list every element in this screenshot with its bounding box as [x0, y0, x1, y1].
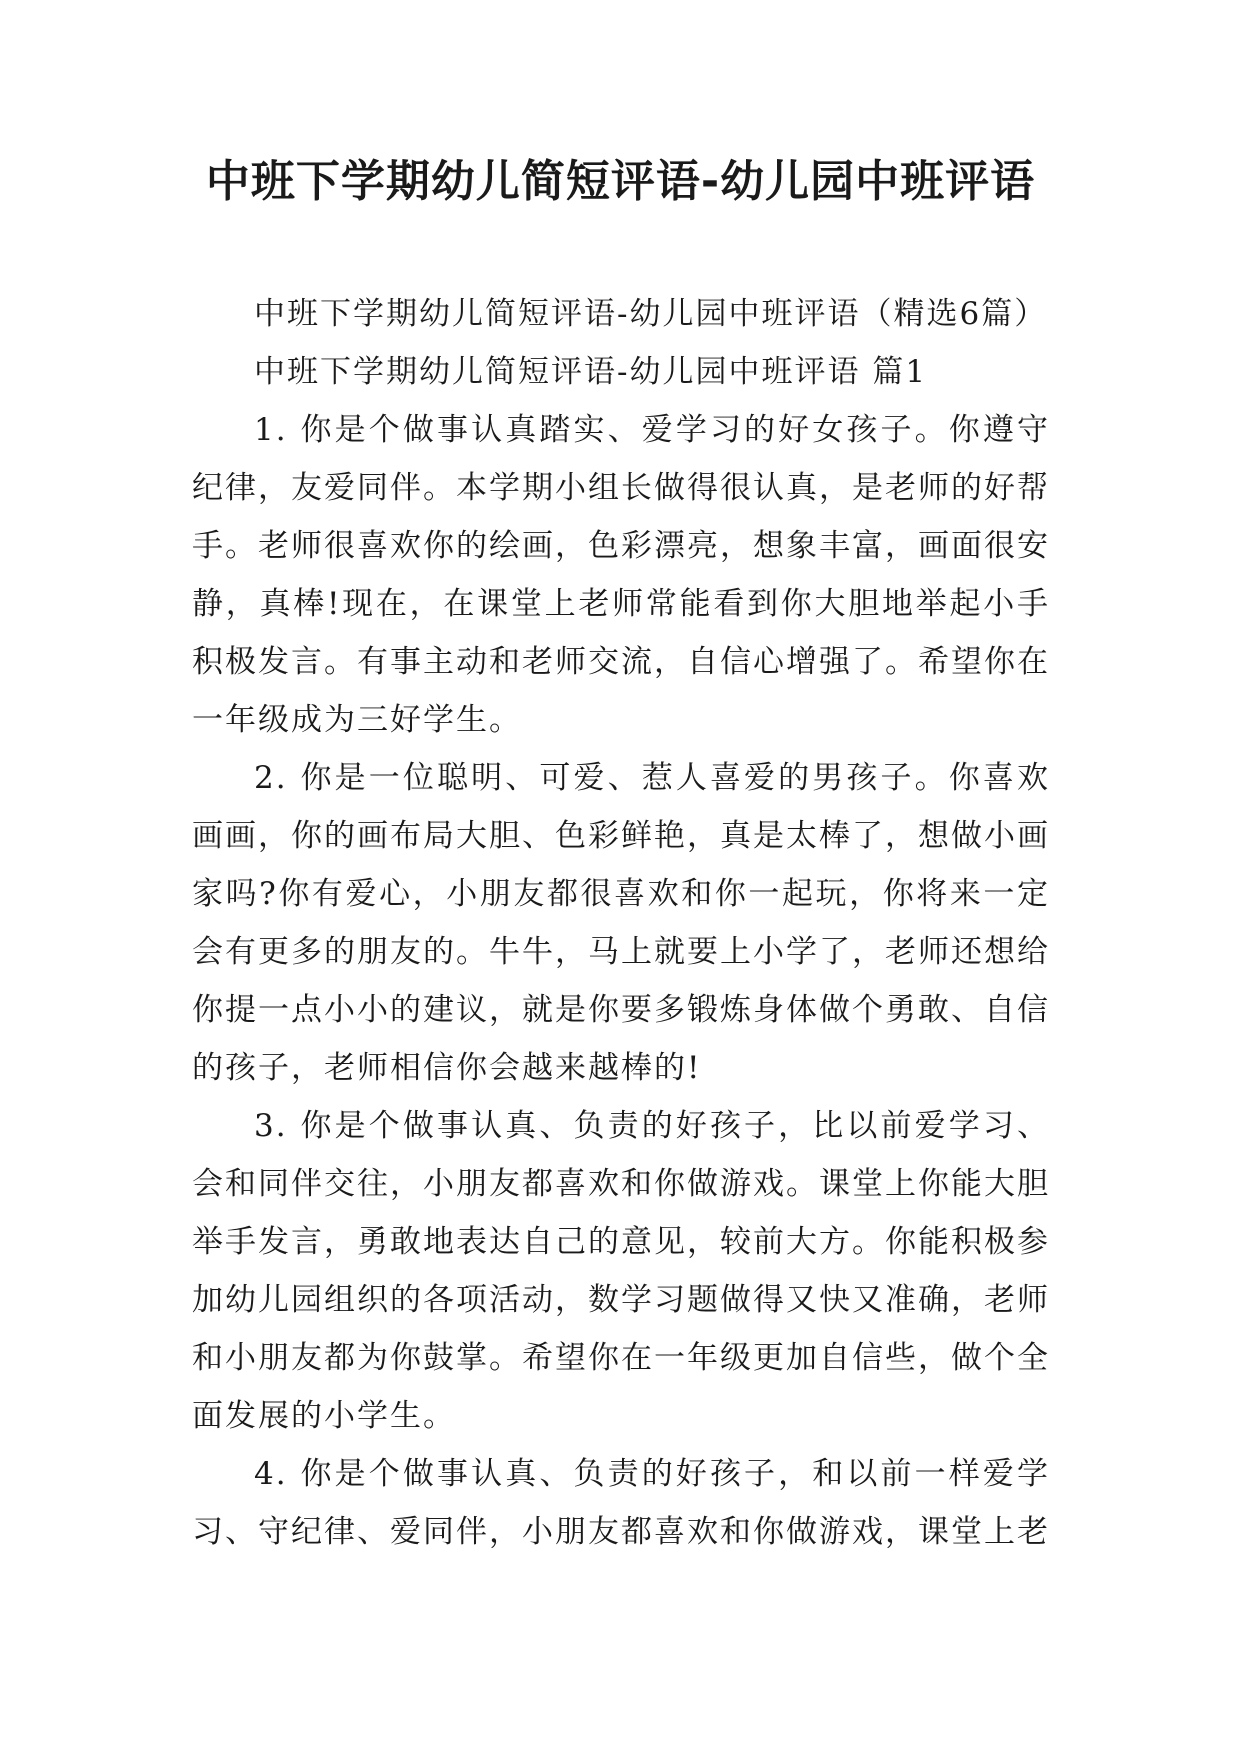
comment-paragraph-3: 3. 你是个做事认真、负责的好孩子，比以前爱学习、会和同伴交往，小朋友都喜欢和你做游戏。课堂上你能大胆举手发言，勇敢地表达自己的意见，较前大方。你能积极参加幼儿园组织的各项活动，数学习题做得又快又准确，老师和小朋友都为你鼓掌。希望你在一年级更加自信些，做个全面发展的小学生。	[192, 1108, 1050, 1434]
document-body	[192, 285, 1050, 1561]
comment-paragraph-4: 4. 你是个做事认真、负责的好孩子，和以前一样爱学习、守纪律、爱同伴，小朋友都喜欢和你做游戏，课堂上老	[192, 1456, 1050, 1550]
comment-paragraph-2: 2. 你是一位聪明、可爱、惹人喜爱的男孩子。你喜欢画画，你的画布局大胆、色彩鲜艳，真是太棒了，想做小画家吗?你有爱心，小朋友都很喜欢和你一起玩，你将来一定会有更多的朋友的。牛牛，马上就要上小学了，老师还想给你提一点小小的建议，就是你要多锻炼身体做个勇敢、自信的孩子，老师相信你会越来越棒的!	[192, 760, 1050, 1086]
intro-line: 中班下学期幼儿简短评语-幼儿园中班评语（精选6篇）	[254, 296, 1048, 332]
section-heading: 中班下学期幼儿简短评语-幼儿园中班评语 篇1	[254, 354, 928, 390]
document-title: 中班下学期幼儿简短评语-幼儿园中班评语	[205, 156, 1036, 207]
comment-paragraph-1: 1. 你是个做事认真踏实、爱学习的好女孩子。你遵守纪律，友爱同伴。本学期小组长做得很认真，是老师的好帮手。老师很喜欢你的绘画，色彩漂亮，想象丰富，画面很安静，真棒!现在，在课堂上老师常能看到你大胆地举起小手积极发言。有事主动和老师交流，自信心增强了。希望你在一年级成为三好学生。	[192, 412, 1050, 738]
